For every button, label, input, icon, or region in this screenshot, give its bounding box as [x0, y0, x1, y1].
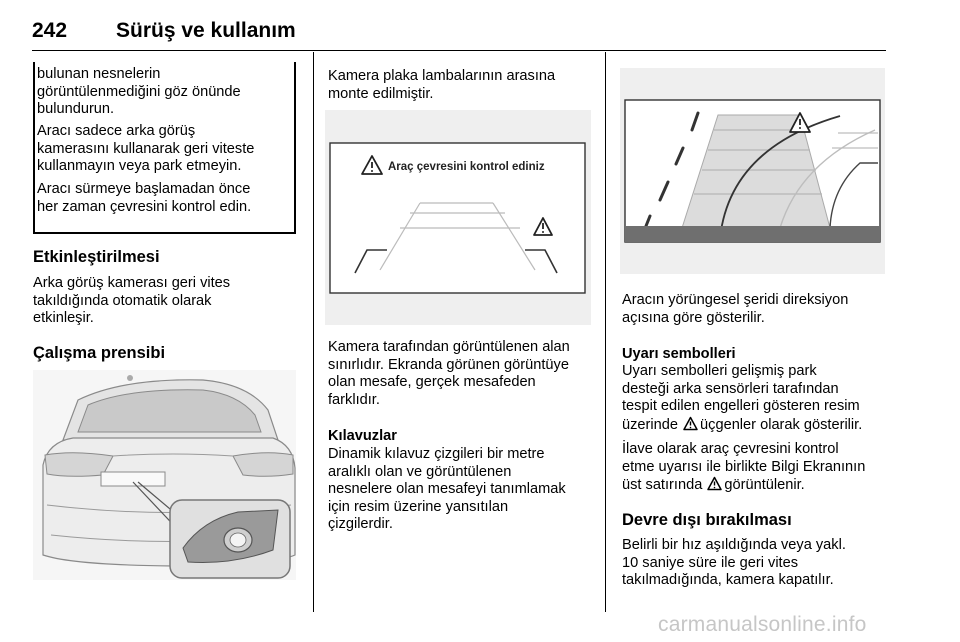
guides-text: Dinamik kılavuz çizgileri bir metre aralıklı olan ve görüntülenen nesnelere olan mesafeyi tanımlamak için resim üzerine yansıtılan çizgilerdir.: [328, 446, 566, 532]
car-rear-svg: [33, 370, 296, 580]
camera-location-text: Kamera plaka lambalarının arasına monte edilmiştir.: [328, 68, 556, 102]
header-rule: [32, 50, 886, 51]
trajectory-text: Aracın yörüngesel şeridi direksiyon açısına göre gösterilir.: [622, 292, 849, 326]
camera-screen-svg: [325, 110, 591, 325]
activation-heading: Etkinleştirilmesi: [33, 248, 160, 266]
warning-triangle-icon: [682, 416, 699, 431]
column-divider-1: [313, 52, 314, 612]
extra-warning-text: İlave olarak araç çevresini kontrol etme uyarısı ile birlikte Bilgi Ekranının üst satırında görüntülenir.: [622, 441, 866, 493]
trajectory-illustration: [620, 68, 885, 274]
page-number: 242: [32, 19, 68, 42]
trajectory-svg: [620, 68, 885, 274]
camera-screen-illustration: [325, 110, 591, 325]
deactivation-text: Belirli bir hız aşıldığında veya yakl. 10 saniye süre ile geri vites takılmadığında, kamera kapatılır.: [622, 537, 846, 588]
deactivation-heading: Devre dışı bırakılması: [622, 511, 792, 529]
activation-text: Arka görüş kamerası geri vites takıldığında otomatik olarak etkinleşir.: [33, 275, 231, 326]
guides-heading: Kılavuzlar: [328, 428, 397, 444]
watermark: carmanualsonline.info: [658, 613, 867, 636]
warning-triangle-icon: [706, 476, 723, 491]
warning-para-3: Aracı sürmeye başlamadan önce her zaman çevresini kontrol edin.: [37, 181, 252, 215]
chapter-title: Sürüş ve kullanım: [116, 19, 296, 42]
symbols-text: Uyarı sembolleri gelişmiş park desteği arka sensörleri tarafından tespit edilen engelleri gösteren resim üzerinde üçgenler olarak gösterilir.: [622, 363, 863, 433]
symbols-heading: Uyarı sembolleri: [622, 346, 736, 362]
principle-heading: Çalışma prensibi: [33, 344, 166, 362]
column-divider-2: [605, 52, 606, 612]
car-rear-illustration: [33, 370, 296, 580]
warning-para-2: Aracı sadece arka görüş kamerasını kullanarak geri viteste kullanmayın veya park etmeyin.: [37, 123, 255, 174]
warning-para-1: bulunan nesnelerin görüntülenmediğini göz önünde bulundurun.: [37, 66, 241, 117]
page-header: [32, 6, 886, 52]
warning-box: [33, 62, 296, 234]
screen-banner-text: Araç çevresini kontrol ediniz: [388, 161, 545, 173]
view-limit-text: Kamera tarafından görüntülenen alan sınırlıdır. Ekranda görünen görüntüye olan mesafe, gerçek mesafeden farklıdır.: [328, 339, 570, 408]
